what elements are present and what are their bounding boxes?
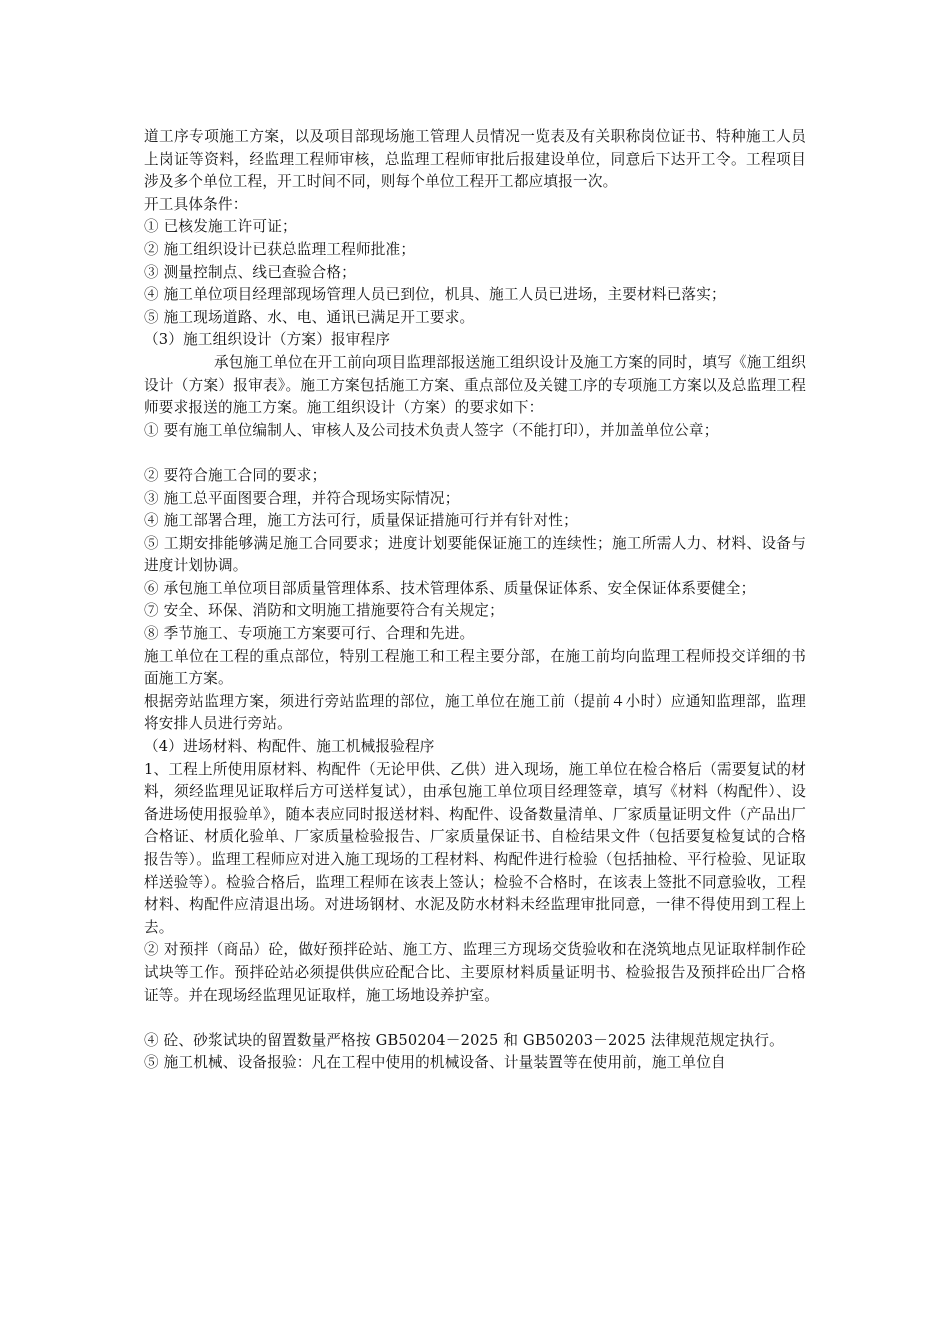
- paragraph: 施工单位在工程的重点部位，特别工程施工和工程主要分部，在施工前均向监理工程师投交详细的书面施工方案。: [144, 647, 806, 688]
- list-item: ⑦ 安全、环保、消防和文明施工措施要符合有关规定；: [144, 602, 504, 620]
- blank-line: [144, 1007, 806, 1030]
- paragraph: 根据旁站监理方案，须进行旁站监理的部位，施工单位在施工前（提前４小时）应通知监理部，监理将安排人员进行旁站。: [144, 692, 806, 733]
- list-item: ⑧ 季节施工、专项施工方案要可行、合理和先进。: [144, 625, 475, 643]
- list-item: ④ 施工单位项目经理部现场管理人员已到位，机具、施工人员已进场，主要材料已落实；: [144, 286, 726, 304]
- list-item: ⑤ 施工机械、设备报验：凡在工程中使用的机械设备、计量装置等在使用前，施工单位自: [144, 1054, 726, 1072]
- list-item: ⑤ 施工现场道路、水、电、通讯已满足开工要求。: [144, 308, 475, 326]
- list-item: ④ 砼、砂浆试块的留置数量严格按 GB50204－2025 和 GB50203－2025 法律规范规定执行。: [144, 1031, 784, 1049]
- list-item: ⑤ 工期安排能够满足施工合同要求；进度计划要能保证施工的连续性；施工所需人力、材料、设备与进度计划协调。: [144, 534, 806, 575]
- paragraph: 1、工程上所使用原材料、构配件（无论甲供、乙供）进入现场，施工单位在检合格后（需要复试的材料，须经监理见证取样后方可送样复试），由承包施工单位项目经理签章，填写《材料（构配件）、设备进场使用报验单》，随本表应同时报送材料、构配件、设备数量清单、厂家质量证明文件（产品出厂合格证、材质化验单、厂家质量检验报告、厂家质量保证书、自检结果文件（包括要复检复试的合格报告等）。监理工程师应对进入施工现场的工程材料、构配件进行检验（包括抽检、平行检验、见证取样送验等）。检验合格后，监理工程师在该表上签认；检验不合格时，在该表上签批不同意验收，工程材料、构配件应清退出场。对进场钢材、水泥及防水材料未经监理审批同意，一律不得使用到工程上去。: [144, 760, 806, 936]
- section-heading: （3）施工组织设计（方案）报审程序: [144, 331, 391, 349]
- blank-line: [144, 442, 806, 465]
- paragraph: 道工序专项施工方案，以及项目部现场施工管理人员情况一览表及有关职称岗位证书、特种施工人员上岗证等资料，经监理工程师审核，总监理工程师审批后报建设单位，同意后下达开工令。工程项目涉及多个单位工程，开工时间不同，则每个单位工程开工都应填报一次。: [144, 128, 806, 191]
- list-item: ② 施工组织设计已获总监理工程师批准；: [144, 240, 416, 258]
- document-body: [144, 126, 806, 1075]
- section-heading: （4）进场材料、构配件、施工机械报验程序: [144, 738, 435, 756]
- list-item: ⑥ 承包施工单位项目部质量管理体系、技术管理体系、质量保证体系、安全保证体系要健全；: [144, 579, 756, 597]
- list-item: ③ 施工总平面图要合理，并符合现场实际情况；: [144, 489, 460, 507]
- list-item: ④ 施工部署合理，施工方法可行，质量保证措施可行并有针对性；: [144, 512, 578, 530]
- list-item: ② 对预拌（商品）砼，做好预拌砼站、施工方、监理三方现场交货验收和在浇筑地点见证取样制作砼试块等工作。预拌砼站必须提供供应砼配合比、主要原材料质量证明书、检验报告及预拌砼出厂合格证等。并在现场经监理见证取样，施工场地设养护室。: [144, 941, 806, 1004]
- list-item: ① 已核发施工许可证；: [144, 218, 297, 236]
- list-item: ③ 测量控制点、线已查验合格；: [144, 263, 356, 281]
- paragraph: 承包施工单位在开工前向项目监理部报送施工组织设计及施工方案的同时，填写《施工组织设计（方案）报审表》。施工方案包括施工方案、重点部位及关键工序的专项施工方案以及总监理工程师要求报送的施工方案。施工组织设计（方案）的要求如下：: [144, 353, 806, 417]
- list-item: ① 要有施工单位编制人、审核人及公司技术负责人签字（不能打印），并加盖单位公章；: [144, 421, 719, 439]
- paragraph: 开工具体条件：: [144, 195, 248, 213]
- list-item: ② 要符合施工合同的要求；: [144, 466, 327, 484]
